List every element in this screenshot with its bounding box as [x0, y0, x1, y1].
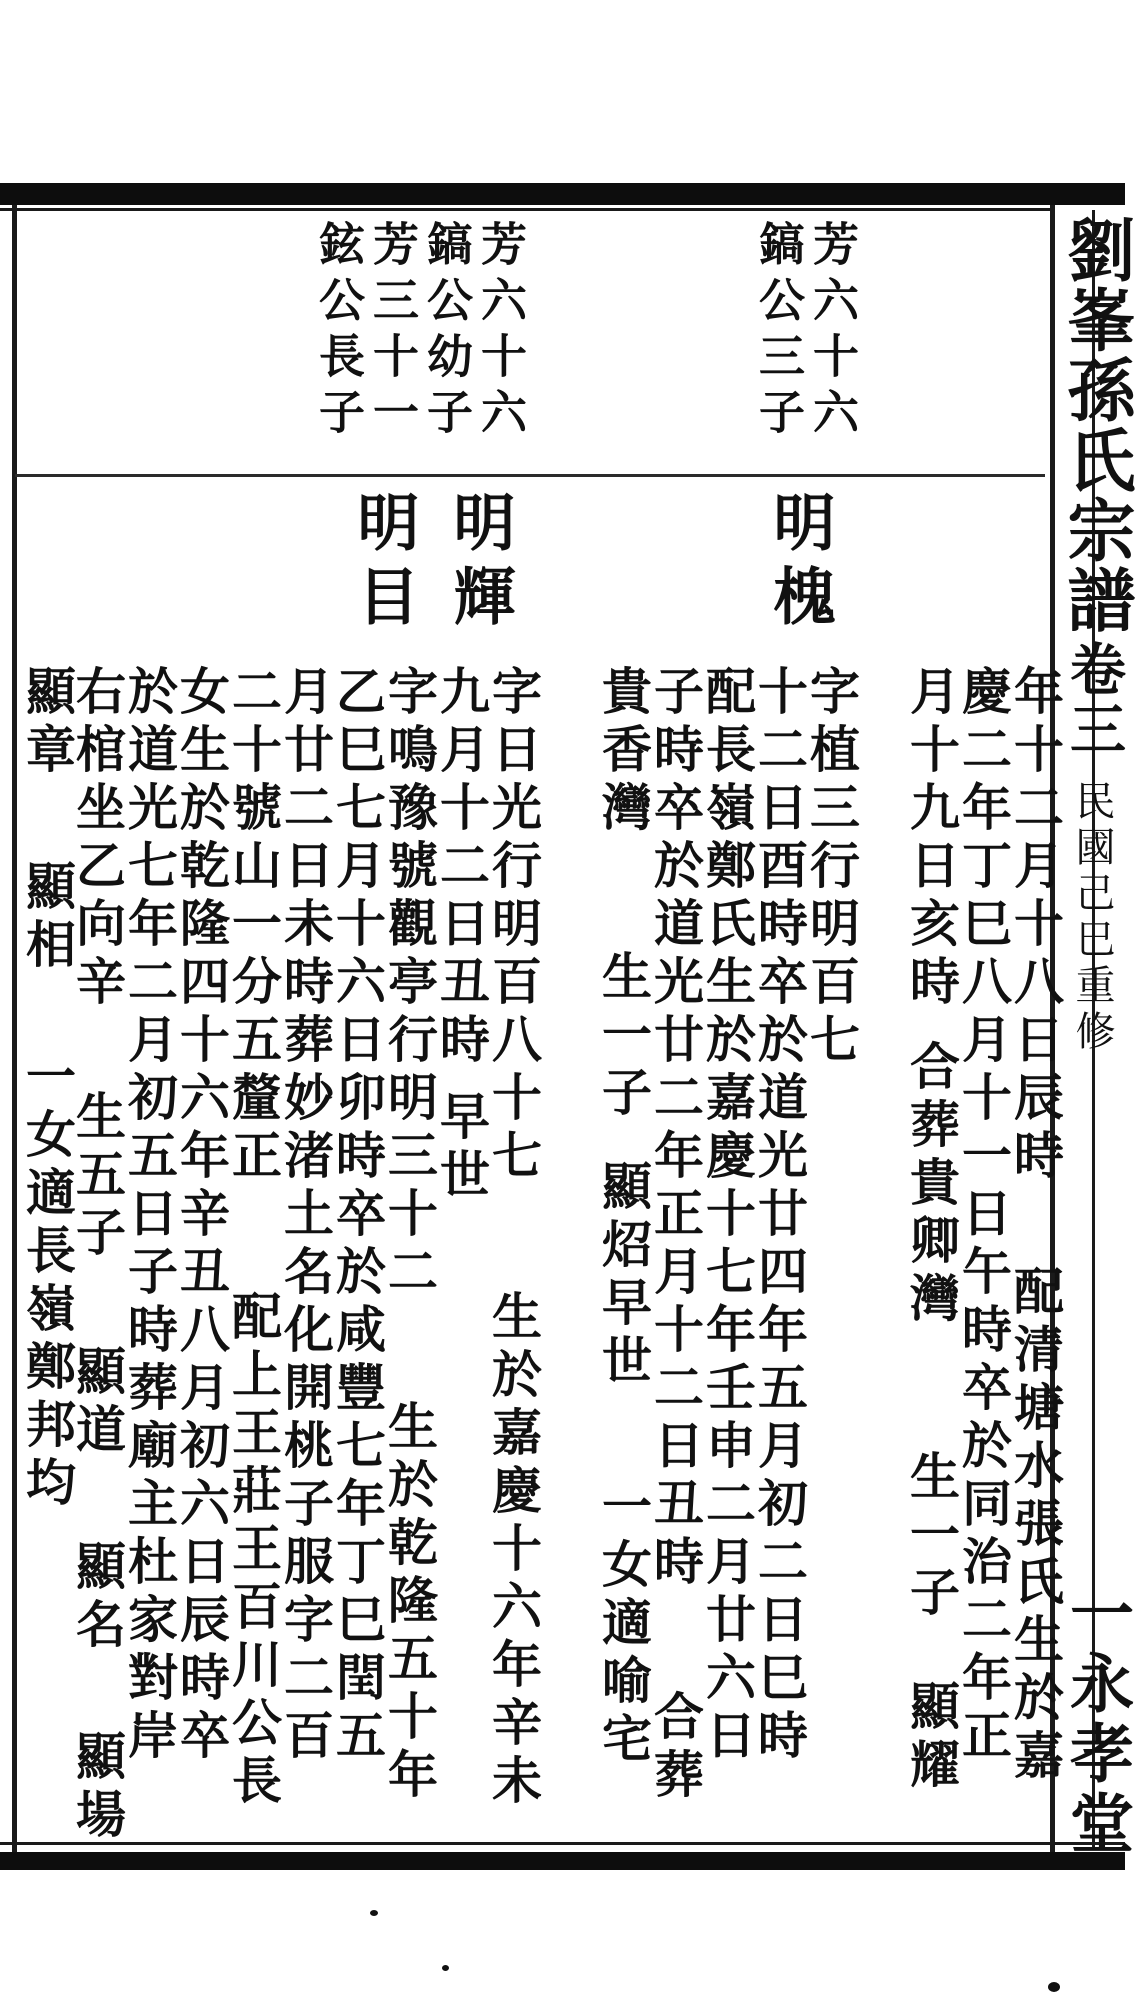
entry-bio-line: 貴香灣 — [594, 665, 653, 839]
entry-bio-line: 右棺坐乙向辛 — [68, 665, 127, 1013]
entry-bio-line: 十二日酉時卒於道光廿四年五月初二日巳時 — [750, 665, 809, 1767]
entry-bio-line: 月廿二日未時葬妙渚土名化開桃子服字二百 — [276, 665, 335, 1767]
entry-bio-line: 配上王莊王百川公長 — [224, 1290, 283, 1812]
prev-entry-line: 月十九日亥時 — [902, 665, 961, 1013]
entry-bio-line: 生於嘉慶十六年辛未 — [484, 1290, 543, 1812]
entry-bio-line: 一女適長嶺鄭邦均 — [18, 1050, 77, 1514]
entry-bio-line: 生五子 — [68, 1090, 127, 1264]
entry-bio-line: 子時卒於道光廿二年正月十二日丑時 — [646, 665, 705, 1593]
entry-bio-line: 字鳴豫號觀亭行明三十二 — [380, 665, 439, 1303]
entry-bio-line: 於道光七年二月初五日子時葬廟主杜家對岸 — [120, 665, 179, 1767]
entry-bio-line: 生於乾隆五十年 — [380, 1400, 439, 1806]
frame-top-border — [0, 183, 1125, 205]
entry-bio-line: 一女適喻宅 — [594, 1480, 653, 1770]
header-divider-rule — [15, 474, 1045, 477]
edition-note: 民國己巳重修 — [1069, 780, 1115, 1056]
ink-speck — [442, 1965, 449, 1971]
entry-bio-line: 字日光行明百八十七 — [484, 665, 543, 1187]
entry-name: 明槐 — [763, 490, 836, 638]
entry-header-line: 芳六十六 — [806, 220, 860, 444]
frame-bottom-inner-rule — [0, 1842, 1125, 1845]
entry-bio-line: 女生於乾隆四十六年辛丑八月初六日辰時卒 — [172, 665, 231, 1767]
entry-bio-line: 顯名 — [68, 1540, 127, 1656]
prev-entry-line: 顯耀 — [902, 1680, 961, 1796]
entry-bio-line: 顯場 — [68, 1730, 127, 1846]
entry-header-line: 芳三十一 — [366, 220, 420, 444]
entry-bio-line: 顯道 — [68, 1345, 127, 1461]
prev-entry-line: 配清塘水張氏生於嘉 — [1006, 1265, 1065, 1787]
entry-bio-line: 配長嶺鄭氏生於嘉慶十七年壬申二月廿六日 — [698, 665, 757, 1767]
book-title: 劉峯孫氏宗譜 — [1056, 215, 1136, 635]
frame-left-border — [12, 205, 17, 1855]
entry-bio-line: 生一子 — [594, 950, 653, 1124]
entry-bio-line: 二十號山一分五釐正 — [224, 665, 283, 1187]
frame-bottom-border — [0, 1852, 1125, 1870]
entry-bio-line: 合葬 — [646, 1690, 705, 1806]
entry-name: 明目 — [347, 490, 420, 638]
prev-entry-line: 慶二年丁巳八月十一日午時卒於同治二年正 — [954, 665, 1013, 1767]
ink-speck — [370, 1910, 378, 1916]
entry-header-line: 鎬公幼子 — [420, 220, 474, 444]
volume-label: 卷三 — [1061, 640, 1127, 760]
entry-header-line: 鉉公長子 — [312, 220, 366, 444]
entry-name: 明輝 — [443, 490, 516, 638]
prev-entry-line: 合葬貴卿灣 — [902, 1040, 961, 1330]
hall-name: 一永孝堂 — [1059, 1580, 1134, 1860]
frame-top-inner-rule — [0, 208, 1050, 211]
entry-bio-line: 顯炤早世 — [594, 1160, 653, 1392]
entry-bio-line: 字植三行明百七 — [802, 665, 861, 1071]
entry-bio-line: 早世 — [432, 1090, 491, 1206]
entry-bio-line: 九月十二日丑時 — [432, 665, 491, 1071]
entry-bio-line: 顯章 — [18, 665, 77, 781]
prev-entry-line: 生一子 — [902, 1450, 961, 1624]
entry-header-line: 芳六十六 — [474, 220, 528, 444]
entry-bio-line: 顯相 — [18, 860, 77, 976]
entry-bio-line: 乙巳七月十六日卯時卒於咸豐七年丁巳閏五 — [328, 665, 387, 1767]
ink-speck — [1048, 1982, 1060, 1992]
entry-header-line: 鎬公三子 — [752, 220, 806, 444]
prev-entry-line: 年十二月十八日辰時 — [1006, 665, 1065, 1187]
